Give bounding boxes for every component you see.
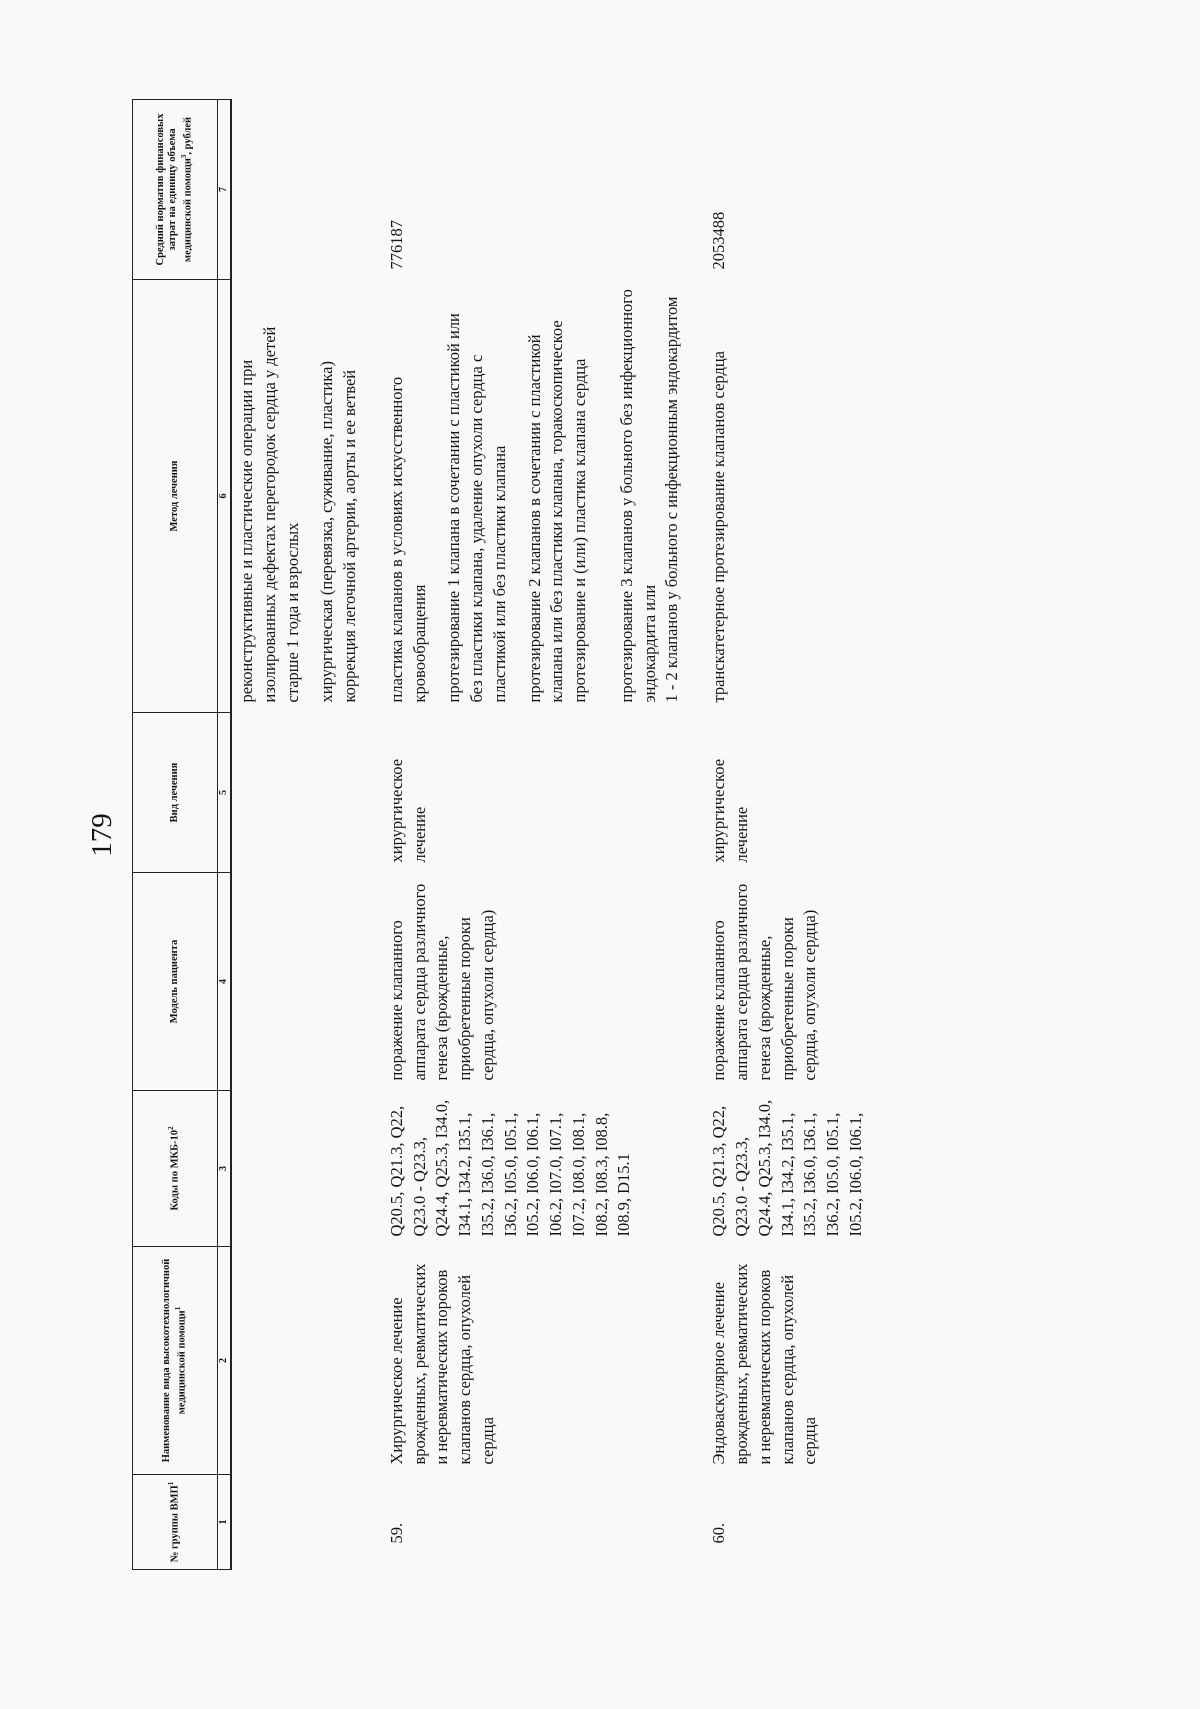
table-row	[708, 100, 867, 1570]
method-item: протезирование 3 клапанов у больного без инфекционного эндокардита или	[616, 289, 659, 703]
rotated-table-frame	[132, 100, 1180, 1570]
header-name: Наименование вида высокотехнологичной медицинской помощи$^1$	[133, 1247, 218, 1475]
method-item: протезирование 1 клапана в сочетании с пластикой или без пластики клапана, удаление опухоли сердца с пластикой или без пластики клапана	[444, 313, 509, 703]
header-patient-model: Модель пациента	[133, 873, 218, 1091]
method-cell	[708, 280, 867, 713]
column-number: 5	[218, 713, 232, 873]
vmp-table	[132, 99, 868, 1570]
method-item: пластика клапанов в условиях искусственного кровообращения	[386, 376, 429, 703]
group-number: 60.	[709, 1522, 729, 1544]
method-item: реконструктивные и пластические операции при изолированных дефектах перегородок сердца у детей старше 1 года и взрослых	[237, 326, 302, 703]
header-group-no: № группы ВМП$^1$	[133, 1475, 218, 1570]
header-row	[133, 100, 218, 1570]
group-number: 59.	[386, 1522, 406, 1544]
column-number: 4	[218, 873, 232, 1091]
method-cell	[386, 280, 708, 713]
continuation-row	[231, 100, 386, 1570]
column-number: 7	[218, 100, 232, 280]
average-cost: 776187	[386, 220, 406, 270]
page-number: 179	[85, 813, 118, 857]
average-cost: 2053488	[709, 211, 729, 270]
column-number-row	[218, 100, 232, 1570]
treatment-type: хирургическое лечение	[709, 758, 752, 863]
method-item: хирургическая (перевязка, суживание, пластика) коррекция легочной артерии, аорты и ее ветвей	[317, 361, 360, 703]
method-item: транскатетерное протезирование клапанов сердца	[709, 351, 729, 703]
column-number: 2	[218, 1247, 232, 1475]
treatment-type: хирургическое лечение	[386, 758, 429, 863]
method-item: 1 - 2 клапанов у больного с инфекционным эндокардитом	[662, 296, 682, 703]
header-avg-cost: Средний норматив финансовых затрат на единицу объема медицинской помощи$^3$, рублей	[133, 100, 218, 280]
method-cell	[231, 280, 386, 713]
method-item: протезирование 2 клапанов в сочетании с пластикой клапана или без пластики клапана, торакоскопическое протезирование и (или) пластика клапана сердца	[524, 320, 590, 703]
icd-codes: Q20.5, Q21.3, Q22, Q23.0 - Q23.3, Q24.4, Q25.3, I34.0, I34.1, I34.2, I35.1, I35.2, I36.0, I36.1, I36.2, I05.0, I05.1, I05.2, I06.0, I06.1,	[709, 1099, 865, 1237]
column-number: 6	[218, 280, 232, 713]
header-treatment-method: Метод лечения	[133, 280, 218, 713]
icd-codes: Q20.5, Q21.3, Q22, Q23.0 - Q23.3, Q24.4, Q25.3, I34.0, I34.1, I34.2, I35.1, I35.2, I36.0, I36.1, I36.2, I05.0, I05.1, I05.2, I06.0, I06.1, I06.2, I07.0, I07.1, I07.2, I08.0, I08.1, I08.2, I08.3, I08.8, I08.9, D15.1	[386, 1099, 634, 1237]
patient-model: поражение клапанного аппарата сердца различного генеза (врожденные, приобретенные пороки сердца, опухоли сердца)	[386, 883, 497, 1081]
table-row	[386, 100, 708, 1570]
header-treatment-type: Вид лечения	[133, 713, 218, 873]
column-number: 3	[218, 1091, 232, 1247]
vmp-name: Эндоваскулярное лечение врожденных, ревматических и неревматических пороков клапанов сердца, опухолей сердца	[709, 1263, 820, 1465]
patient-model: поражение клапанного аппарата сердца различного генеза (врожденные, приобретенные пороки сердца, опухоли сердца)	[709, 883, 820, 1081]
vmp-name: Хирургическое лечение врожденных, ревматических и неревматических пороков клапанов сердца, опухолей сердца	[386, 1263, 497, 1465]
column-number: 1	[218, 1475, 232, 1570]
header-codes: Коды по МКБ-$10^2$	[133, 1091, 218, 1247]
